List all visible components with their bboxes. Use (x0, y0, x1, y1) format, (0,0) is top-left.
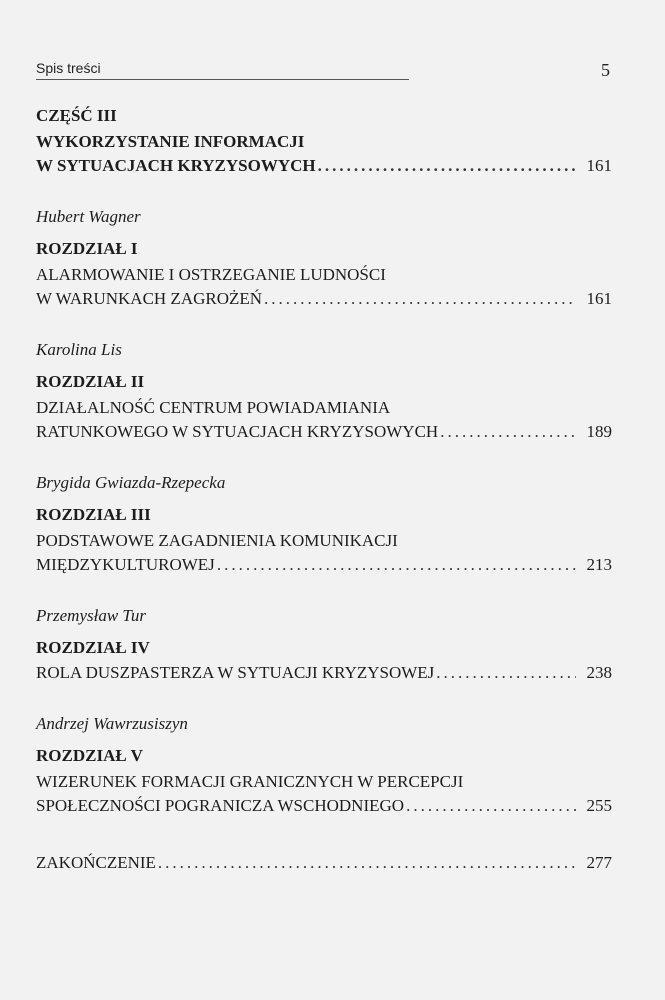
part-page-number: 161 (586, 156, 612, 175)
part-label: CZĘŚĆ III (36, 106, 117, 125)
chapter-label: ROZDZIAŁ III (36, 505, 151, 524)
conclusion-page-number: 277 (586, 853, 612, 872)
chapter-label: ROZDZIAŁ IV (36, 638, 150, 657)
dot-leader (158, 851, 576, 875)
chapter-title-line2: RATUNKOWEGO W SYTUACJACH KRYZYSOWYCH (36, 422, 439, 441)
chapter-label: ROZDZIAŁ V (36, 746, 143, 765)
conclusion-title: ZAKOŃCZENIE (36, 853, 156, 872)
chapter-author: Brygida Gwiazda-Rzepecka (36, 473, 226, 492)
chapter-title-line2: W WARUNKACH ZAGROŻEŃ (36, 289, 263, 308)
chapter-page-number: 213 (586, 555, 612, 574)
dot-leader (217, 553, 576, 577)
toc-entry-chapter-4[interactable] (36, 661, 612, 685)
chapter-page-number: 238 (586, 663, 612, 682)
toc-entry-conclusion[interactable] (36, 851, 612, 875)
chapter-title-line2: SPOŁECZNOŚCI POGRANICZA WSCHODNIEGO (36, 796, 405, 815)
chapter-page-number: 255 (586, 796, 612, 815)
chapter-title-line1: WIZERUNEK FORMACJI GRANICZNYCH W PERCEPCJI (36, 772, 464, 791)
toc-entry-part[interactable] (36, 154, 612, 178)
dot-leader (318, 154, 576, 178)
chapter-title-line1: PODSTAWOWE ZAGADNIENIA KOMUNIKACJI (36, 531, 398, 550)
part-title-line1: WYKORZYSTANIE INFORMACJI (36, 132, 305, 151)
dot-leader (436, 661, 576, 685)
dot-leader (264, 287, 576, 311)
chapter-author: Przemysław Tur (36, 606, 147, 625)
chapter-title-line1: ALARMOWANIE I OSTRZEGANIE LUDNOŚCI (36, 265, 386, 284)
toc-entry-chapter-3[interactable] (36, 553, 612, 577)
dot-leader (406, 794, 576, 818)
chapter-title-line1: ROLA DUSZPASTERZA W SYTUACJI KRYZYSOWEJ (36, 663, 435, 682)
chapter-author: Andrzej Wawrzusiszyn (36, 714, 188, 733)
chapter-page-number: 189 (586, 422, 612, 441)
page-number: 5 (601, 60, 610, 80)
chapter-author: Hubert Wagner (36, 207, 141, 226)
dot-leader (440, 420, 576, 444)
toc-entry-chapter-5[interactable] (36, 794, 612, 818)
chapter-author: Karolina Lis (36, 340, 122, 359)
running-head (36, 60, 610, 82)
running-title: Spis treści (36, 60, 101, 76)
chapter-label: ROZDZIAŁ II (36, 372, 145, 391)
toc-entry-chapter-2[interactable] (36, 420, 612, 444)
toc-entry-chapter-1[interactable] (36, 287, 612, 311)
part-title-line2: W SYTUACJACH KRYZYSOWYCH (36, 156, 316, 175)
chapter-label: ROZDZIAŁ I (36, 239, 138, 258)
chapter-title-line2: MIĘDZYKULTUROWEJ (36, 555, 215, 574)
chapter-title-line1: DZIAŁALNOŚĆ CENTRUM POWIADAMIANIA (36, 398, 391, 417)
chapter-page-number: 161 (586, 289, 612, 308)
header-rule (36, 79, 409, 80)
